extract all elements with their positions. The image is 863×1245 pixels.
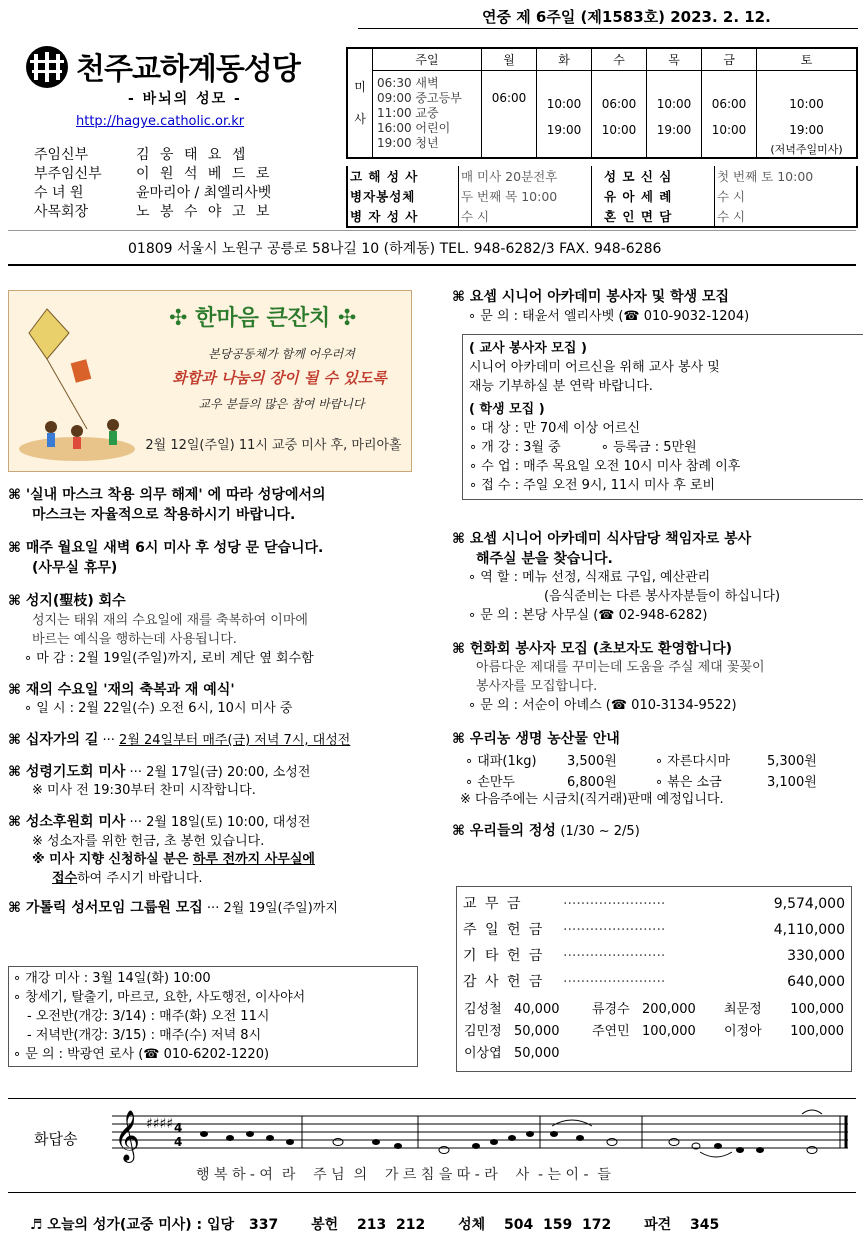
offering-label: 감 사 헌 금 <box>463 974 545 990</box>
dining-volunteer-title2: 해주실 분을 찾습니다. <box>476 550 613 567</box>
day-header: 주일 <box>373 48 482 70</box>
donor-name: 김성철 <box>464 1002 502 1017</box>
stations-of-cross: ⌘ 십자가의 길 ··· 2월 24일부터 매주(금) 저녁 7시, 대성전 <box>8 731 351 748</box>
offering-title: ⌘ 우리들의 정성 (1/30 ~ 2/5) <box>452 823 640 840</box>
hymn-recessional-label: 파견 <box>644 1217 672 1233</box>
mass-side-label: 미 사 <box>347 48 373 158</box>
sacrament-label: 병 자 성 사 <box>347 206 459 227</box>
dining-volunteer-title: ⌘ 요셉 시니어 아카데미 식사담당 책임자로 봉사 <box>452 531 752 547</box>
sacrament-value: 수 시 <box>717 209 746 224</box>
sacrament-label: 고 해 성 사 <box>347 166 459 186</box>
donor-amount: 100,000 <box>642 1024 696 1039</box>
offering-box <box>456 886 852 1072</box>
donor-name: 김민정 <box>464 1024 502 1039</box>
header-bottom-rule <box>8 264 856 266</box>
student-recruit-heading: ( 학생 모집 ) <box>469 402 545 417</box>
ash-wednesday-title: ⌘ 재의 수요일 '재의 축복과 재 예식' <box>8 681 235 698</box>
monday-notice: ⌘ 매주 월요일 새벽 6시 미사 후 성당 문 닫습니다. <box>8 540 324 557</box>
day-header: 화 <box>537 48 592 70</box>
vocation-note3: 접수하여 주시기 바랍니다. <box>52 871 203 887</box>
product-price: 6,800원 <box>567 775 617 791</box>
sacrament-table <box>346 166 858 228</box>
flower-body1: 아름다운 제대를 꾸미는데 도움을 주실 제대 꽃꽂이 <box>476 660 765 676</box>
staff-name: 윤마리아 / 최엘리사벳 <box>136 185 272 201</box>
teacher-recruit-heading: ( 교사 봉사자 모집 ) <box>469 341 587 356</box>
donor-name: 최문정 <box>724 1002 762 1017</box>
joseph-contact: ∘ 문 의 : 태윤서 엘리사벳 (☎ 010-9032-1204) <box>468 308 750 324</box>
staff-name: 김 웅 태 요 셉 <box>136 147 249 163</box>
sacrament-value: 수 시 <box>459 206 592 227</box>
thursday-times: 10:00 19:00 <box>647 70 702 158</box>
banner-footer: 2월 12일(주일) 11시 교중 미사 후, 마리아홀 <box>145 438 402 453</box>
psalm-label: 화답송 <box>34 1130 78 1148</box>
day-header: 토 <box>757 48 858 70</box>
ash-wednesday-time: ∘ 일 시 : 2월 22일(수) 오전 6시, 10시 미사 중 <box>24 701 293 717</box>
donor-amount: 50,000 <box>514 1024 560 1039</box>
donor-table <box>463 999 845 1065</box>
issue-date-line: 연중 제 6주일 (제1583호) 2023. 2. 12. <box>482 8 771 26</box>
hymn-offertory: 213 212 <box>357 1217 426 1233</box>
vocation-mass: ⌘ 성소후원회 미사 ··· 2월 18일(토) 10:00, 대성전 <box>8 813 311 830</box>
product-name: ∘ 볶은 소금 <box>655 775 722 791</box>
vocation-note2: ※ 미사 지향 신청하실 분은 하루 전까지 사무실에 <box>32 852 315 868</box>
parish-name: 천주교하계동성당 <box>76 52 300 87</box>
svg-text:4: 4 <box>174 1135 183 1149</box>
mass-schedule-table <box>346 47 858 159</box>
staff-role: 주임신부 <box>34 147 89 163</box>
donor-name: 이상엽 <box>464 1046 502 1061</box>
sacrament-value: 두 번째 목 10:00 <box>459 186 592 206</box>
bible-contact: ∘ 문 의 : 박광연 로사 (☎ 010-6202-1220) <box>13 1047 270 1062</box>
offering-amount: 330,000 <box>787 948 845 964</box>
right-notices-lower <box>452 530 858 842</box>
farm-products-table <box>464 749 818 791</box>
dining-contact: ∘ 문 의 : 본당 사무실 (☎ 02-948-6282) <box>468 607 708 623</box>
teacher-recruit-line1: 시니어 아카데미 어르신을 위해 교사 봉사 및 <box>469 360 720 375</box>
product-price: 3,100원 <box>767 775 817 791</box>
flower-contact: ∘ 문 의 : 서순이 아녜스 (☎ 010-3134-9522) <box>468 698 737 713</box>
bible-opening-mass: ∘ 개강 미사 : 3월 14일(화) 10:00 <box>13 971 211 986</box>
hymn-recessional: 345 <box>690 1217 720 1233</box>
bible-evening-class: - 저녁반(개강: 3/15) : 매주(수) 저녁 8시 <box>27 1028 262 1043</box>
day-header: 수 <box>592 48 647 70</box>
wednesday-times: 06:00 10:00 <box>592 70 647 158</box>
sacrament-label: 혼 인 면 담 <box>592 206 715 227</box>
product-name: ∘ 자른다시마 <box>655 754 731 770</box>
staff-role: 사목회장 <box>34 204 89 220</box>
monday-times: 06:00 <box>482 70 537 158</box>
parish-website-link[interactable]: http://hagye.catholic.or.kr <box>76 114 245 129</box>
mask-notice: ⌘ '실내 마스크 착용 의무 해제' 에 따라 성당에서의 <box>8 487 326 503</box>
date-underline <box>358 28 858 29</box>
vocation-note1: ※ 성소자를 위한 헌금, 초 봉헌 있습니다. <box>32 833 265 849</box>
donor-name: 류경수 <box>592 1002 630 1017</box>
sunday-times: 06:30 새벽 09:00 중고등부 11:00 교중 16:00 어린이 19:00 청년 <box>373 70 482 158</box>
donor-amount: 40,000 <box>514 1002 560 1017</box>
sacrament-value: 수 시 <box>717 189 746 204</box>
psalm-bottom-rule <box>8 1192 856 1193</box>
banner-line1: 본당공동체가 함께 어우러져 <box>208 347 355 361</box>
left-notices <box>8 486 420 919</box>
holy-spirit-note: ※ 미사 전 19:30부터 찬미 시작합니다. <box>32 783 256 799</box>
student-registration: ∘ 접 수 : 주일 오전 9시, 11시 미사 후 로비 <box>469 478 716 493</box>
offering-amount: 9,574,000 <box>773 896 845 912</box>
header-divider <box>8 230 856 231</box>
day-header: 월 <box>482 48 537 70</box>
svg-text:♯♯♯♯: ♯♯♯♯ <box>146 1116 174 1132</box>
offering-amount: 640,000 <box>787 974 845 990</box>
banner-line2: 화합과 나눔의 장이 될 수 있도록 <box>172 369 387 387</box>
flower-body2: 봉사자를 모집합니다. <box>476 679 598 695</box>
mask-notice-line2: 마스크는 자율적으로 착용하시기 바랍니다. <box>32 506 296 523</box>
holy-spirit-mass: ⌘ 성령기도회 미사 ··· 2월 17일(금) 20:00, 소성전 <box>8 763 311 780</box>
product-price: 3,500원 <box>567 754 617 770</box>
staff-role: 수 녀 원 <box>34 185 84 201</box>
donor-name: 이정아 <box>724 1024 762 1039</box>
parish-subtitle: - 바뇌의 성모 - <box>128 91 242 107</box>
day-header: 목 <box>647 48 702 70</box>
hymn-communion: 504 159 172 <box>504 1217 612 1233</box>
donor-amount: 50,000 <box>514 1046 560 1061</box>
psalm-music-staff-icon <box>112 1104 852 1164</box>
sacrament-value: 첫 번째 토 10:00 <box>717 169 814 184</box>
svg-text:4: 4 <box>174 1121 183 1135</box>
parish-logo-icon <box>24 44 70 90</box>
donor-amount: 200,000 <box>642 1002 696 1017</box>
right-notices <box>452 288 858 326</box>
monday-notice-line2: (사무실 휴무) <box>32 559 118 576</box>
flower-volunteer-title: ⌘ 헌화회 봉사자 모집 (초보자도 환영합니다) <box>452 640 733 657</box>
festival-banner <box>8 290 412 472</box>
sacrament-label: 성 모 신 심 <box>592 166 715 186</box>
donor-amount: 100,000 <box>790 1002 844 1017</box>
psalm-top-rule <box>8 1098 856 1099</box>
offering-label: 주 일 헌 금 <box>463 922 545 938</box>
offering-amount: 4,110,000 <box>773 922 845 938</box>
hymn-offertory-label: 봉헌 <box>311 1217 339 1233</box>
hymn-communion-label: 성체 <box>458 1217 486 1233</box>
product-price: 5,300원 <box>767 754 817 770</box>
sacrament-label: 유 아 세 례 <box>592 186 715 206</box>
dining-role-note: (음식준비는 다른 봉사자분들이 하십니다) <box>544 589 781 605</box>
hymn-entrance: 337 <box>248 1217 279 1233</box>
bible-morning-class: - 오전반(개강: 3/14) : 매주(화) 오전 11시 <box>27 1009 270 1024</box>
bible-group: ⌘ 가톨릭 성서모임 그룹원 모집 ··· 2월 19일(주일)까지 <box>8 900 338 917</box>
student-target: ∘ 대 상 : 만 70세 이상 어르신 <box>469 421 641 436</box>
sacrament-value: 매 미사 20분전후 <box>459 166 592 186</box>
kite-children-illustration-icon <box>17 299 137 465</box>
staff-name: 노 봉 수 야 고 보 <box>136 204 273 220</box>
palm-deadline: ∘ 마 감 : 2월 19일(주일)까지, 로비 계단 옆 회수함 <box>24 650 314 666</box>
offering-totals: 교 무 금 ······················· 9,574,000 주 일 헌 금 ······················· 4,110,000 기 타 헌 금 ······················· 330,000 감 사 헌 금 ······················· 640,000 <box>463 891 845 995</box>
psalm-lyrics: 행 복 하 - 여 라 주 님 의 가 르 침 을 따 - 라 사 - 는 이 - 들 <box>196 1167 611 1183</box>
bible-group-box <box>8 966 418 1067</box>
offering-label: 교 무 금 <box>463 896 523 912</box>
svg-text:𝄞: 𝄞 <box>114 1110 141 1161</box>
donor-amount: 100,000 <box>790 1024 844 1039</box>
hymns-label: ♬ 오늘의 성가(교중 미사) : 입당 <box>30 1217 235 1233</box>
product-name: ∘ 대파(1kg) <box>465 754 537 770</box>
joseph-academy-box <box>462 334 863 500</box>
sacrament-label: 병자봉성체 <box>347 186 459 206</box>
donor-name: 주연민 <box>592 1024 630 1039</box>
friday-times: 06:00 10:00 <box>702 70 757 158</box>
student-start: ∘ 개 강 : 3월 중 ∘ 등록금 : 5만원 <box>469 440 697 455</box>
staff-name: 이 원 석 베 드 로 <box>136 166 273 182</box>
farm-note: ※ 다음주에는 시금치(직거래)판매 예정입니다. <box>460 792 724 808</box>
palm-notice-title: ⌘ 성지(聖枝) 회수 <box>8 593 126 610</box>
staff-role: 부주임신부 <box>34 166 102 182</box>
bible-books: ∘ 창세기, 탈출기, 마르코, 요한, 사도행전, 이사야서 <box>13 990 306 1005</box>
saturday-times: 10:00 19:00 (저녁주일미사) <box>757 70 858 158</box>
banner-line3: 교우 분들의 많은 참여 바랍니다 <box>198 397 365 411</box>
dining-role: ∘ 역 할 : 메뉴 선정, 식재료 구입, 예산관리 <box>468 570 711 586</box>
staff-list <box>34 146 272 222</box>
palm-notice-body: 성지는 태워 재의 수요일에 재를 축복하여 이마에 바르는 예식을 행하는데 사용됩니다. <box>32 612 308 647</box>
tuesday-times: 10:00 19:00 <box>537 70 592 158</box>
farm-products-title: ⌘ 우리농 생명 농산물 안내 <box>452 730 620 747</box>
student-class: ∘ 수 업 : 매주 목요일 오전 10시 미사 참례 이후 <box>469 459 741 474</box>
joseph-academy-title: ⌘ 요셉 시니어 아카데미 봉사자 및 학생 모집 <box>452 289 730 305</box>
product-name: ∘ 손만두 <box>465 775 515 791</box>
offering-label: 기 타 헌 금 <box>463 948 545 964</box>
day-header: 금 <box>702 48 757 70</box>
teacher-recruit-line2: 재능 기부하실 분 연락 바랍니다. <box>469 379 653 394</box>
address-line: 01809 서울시 노원구 공릉로 58나길 10 (하계동) TEL. 948-6282/3 FAX. 948-6286 <box>128 241 662 257</box>
banner-title: ✣ 한마음 큰잔치 ✣ <box>169 306 357 331</box>
hymns-line <box>30 1214 719 1234</box>
